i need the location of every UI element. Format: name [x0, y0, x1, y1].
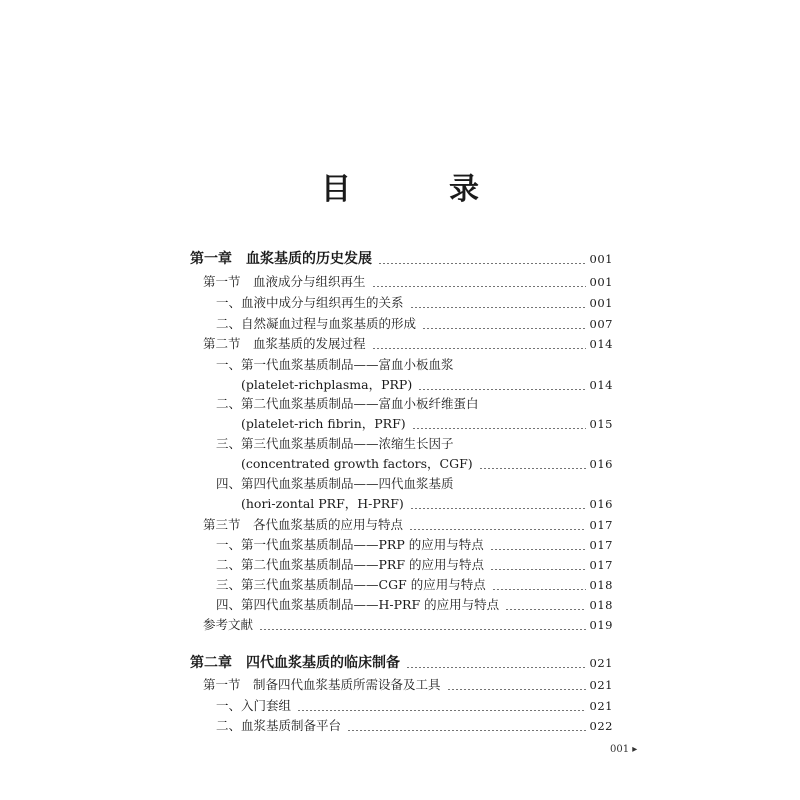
toc-page-number: 001	[589, 296, 613, 310]
toc-label: 四、第四代血浆基质制品——四代血浆基质	[216, 476, 454, 491]
toc-label: 第一节 血液成分与组织再生	[203, 274, 366, 289]
toc-page-number: 017	[589, 518, 613, 532]
toc-label: 第一节 制备四代血浆基质所需设备及工具	[203, 677, 441, 692]
toc-page-number: 021	[589, 656, 613, 670]
toc-label: (platelet-rich fibrin，PRF)	[241, 416, 406, 431]
toc-page-number: 017	[589, 538, 613, 552]
toc-label: (hori-zontal PRF，H-PRF)	[241, 496, 404, 511]
toc-page-number: 019	[589, 618, 613, 632]
toc-page-number: 015	[589, 417, 613, 431]
toc-subsection-continued[interactable]	[190, 410, 613, 432]
dot-leader	[490, 569, 586, 570]
toc-label: 一、第一代血浆基质制品——富血小板血浆	[216, 357, 454, 372]
toc-label: 四、第四代血浆基质制品——H-PRF 的应用与特点	[216, 597, 500, 612]
toc-label: 二、第二代血浆基质制品——富血小板纤维蛋白	[216, 396, 479, 411]
toc-page-number: 014	[589, 337, 613, 351]
toc-subsection[interactable]	[190, 289, 613, 311]
dot-leader	[378, 263, 586, 264]
toc-section[interactable]	[190, 671, 613, 693]
dot-leader	[422, 328, 586, 329]
toc-chapter-1[interactable]	[190, 245, 613, 267]
toc-subsection[interactable]	[190, 310, 613, 332]
toc-label: 三、第三代血浆基质制品——CGF 的应用与特点	[216, 577, 486, 592]
toc-page-number: 007	[589, 317, 613, 331]
toc-page-number: 021	[589, 678, 613, 692]
toc-label: 一、第一代血浆基质制品——PRP 的应用与特点	[216, 537, 484, 552]
dot-leader	[492, 589, 586, 590]
toc-page-number: 022	[589, 719, 613, 733]
toc-subsection[interactable]	[190, 551, 613, 573]
toc-references[interactable]	[190, 611, 613, 633]
dot-leader	[347, 730, 586, 731]
toc-label: 第一章 血浆基质的历史发展	[190, 251, 372, 267]
dot-leader	[410, 508, 586, 509]
toc-label: 第二章 四代血浆基质的临床制备	[190, 655, 400, 671]
toc-subsection[interactable]	[190, 430, 613, 452]
toc-section[interactable]	[190, 511, 613, 533]
toc-label: 二、第二代血浆基质制品——PRF 的应用与特点	[216, 557, 484, 572]
toc-label: (platelet-richplasma，PRP)	[241, 377, 413, 392]
dot-leader	[447, 689, 586, 690]
dot-leader	[372, 286, 586, 287]
toc-page-number: 001	[589, 275, 613, 289]
toc-page-number: 021	[589, 699, 613, 713]
toc-page-number: 014	[589, 378, 613, 392]
toc-subsection[interactable]	[190, 390, 613, 412]
toc-page-number: 018	[589, 578, 613, 592]
toc-label: 一、入门套组	[216, 698, 292, 713]
dot-leader	[410, 307, 586, 308]
dot-leader	[372, 348, 586, 349]
toc-subsection[interactable]	[190, 351, 613, 373]
page-number-footer: 001 ▸	[610, 744, 638, 755]
dot-leader	[297, 710, 586, 711]
toc-page-number: 001	[589, 252, 613, 266]
toc-subsection[interactable]	[190, 571, 613, 593]
dot-leader	[490, 549, 586, 550]
toc-label: (concentrated growth factors，CGF)	[241, 456, 473, 471]
toc-label: 第三节 各代血浆基质的应用与特点	[203, 517, 404, 532]
toc-subsection[interactable]	[190, 470, 613, 492]
toc-page-number: 017	[589, 558, 613, 572]
toc-subsection[interactable]	[190, 692, 613, 714]
toc-label: 第二节 血浆基质的发展过程	[203, 336, 366, 351]
toc-page-number: 016	[589, 457, 613, 471]
toc-section[interactable]	[190, 330, 613, 352]
dot-leader	[259, 629, 586, 630]
toc-subsection-continued[interactable]	[190, 450, 613, 472]
toc-subsection-continued[interactable]	[190, 490, 613, 512]
toc-subsection[interactable]	[190, 591, 613, 613]
dot-leader	[479, 468, 586, 469]
toc-chapter-2[interactable]	[190, 649, 613, 671]
toc-subsection[interactable]	[190, 712, 613, 734]
toc-page-number: 018	[589, 598, 613, 612]
toc-label: 三、第三代血浆基质制品——浓缩生长因子	[216, 436, 454, 451]
toc-label: 二、血浆基质制备平台	[216, 718, 342, 733]
dot-leader	[409, 529, 586, 530]
page-title: 目 录	[321, 172, 513, 207]
dot-leader	[505, 609, 585, 610]
dot-leader	[406, 667, 586, 668]
toc-page-number: 016	[589, 497, 613, 511]
toc-label: 一、血液中成分与组织再生的关系	[216, 295, 404, 310]
dot-leader	[412, 428, 586, 429]
toc-label: 参考文献	[203, 617, 254, 632]
toc-subsection[interactable]	[190, 531, 613, 553]
toc-label: 二、自然凝血过程与血浆基质的形成	[216, 316, 417, 331]
toc-section[interactable]	[190, 268, 613, 290]
